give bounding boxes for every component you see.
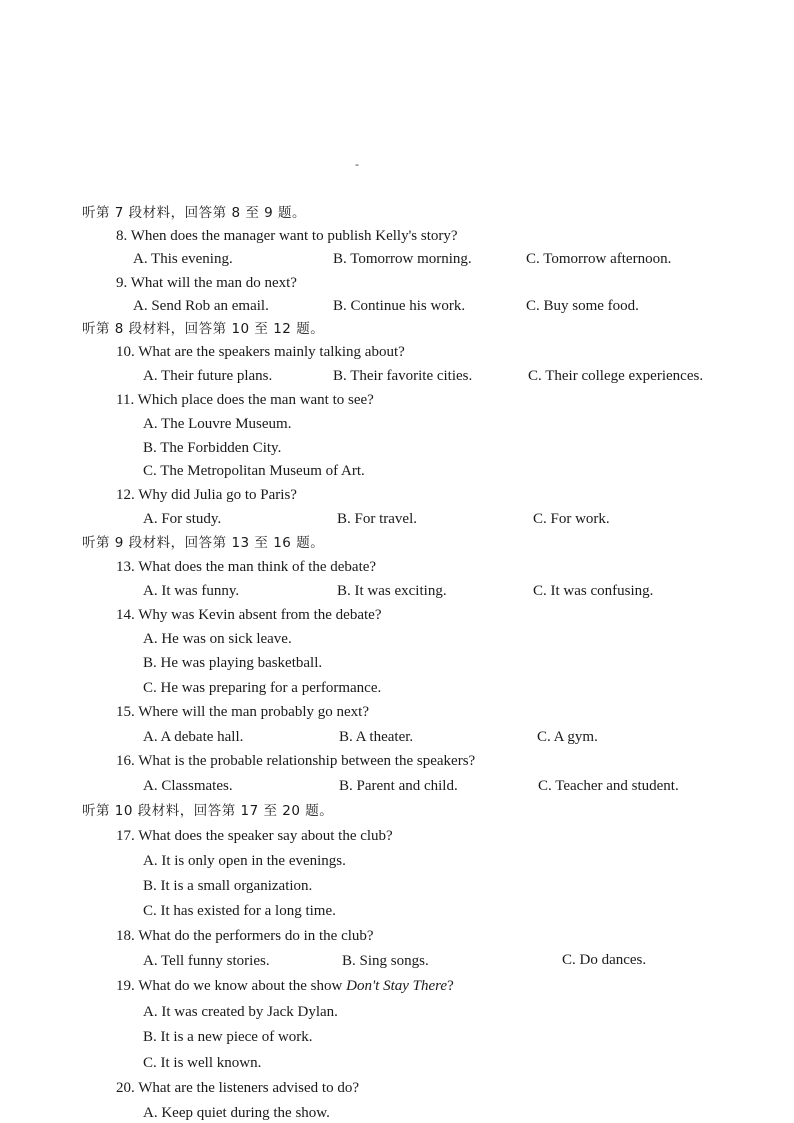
q19-option-a: A. It was created by Jack Dylan. [143,1004,338,1020]
section-header-10: 听第 10 段材料，回答第 17 至 20 题。 [82,803,334,819]
q8-option-c: C. Tomorrow afternoon. [526,251,672,267]
q14-option-c: C. He was preparing for a performance. [143,680,382,696]
q12-option-c: C. For work. [533,511,610,527]
q13-option-b: B. It was exciting. [337,583,447,599]
q9-option-c: C. Buy some food. [526,298,639,314]
show-title: Don't Stay There [346,978,448,994]
q9-option-a: A. Send Rob an email. [133,298,269,314]
q16-option-c: C. Teacher and student. [538,778,679,794]
q19-option-b: B. It is a new piece of work. [143,1029,313,1045]
q18-option-c: C. Do dances. [562,952,647,968]
question-10: 10. What are the speakers mainly talking about? [116,344,405,360]
question-14: 14. Why was Kevin absent from the debate? [116,607,382,623]
q18-option-a: A. Tell funny stories. [143,953,270,969]
section-header-7: 听第 7 段材料，回答第 8 至 9 题。 [82,205,307,221]
question-19 [116,976,454,996]
q10-option-b: B. Their favorite cities. [333,368,473,384]
question-12: 12. Why did Julia go to Paris? [116,487,297,503]
q19-option-c: C. It is well known. [143,1055,262,1071]
q11-option-c: C. The Metropolitan Museum of Art. [143,463,365,479]
q17-option-a: A. It is only open in the evenings. [143,853,346,869]
q11-option-b: B. The Forbidden City. [143,440,282,456]
q16-option-a: A. Classmates. [143,778,233,794]
question-20: 20. What are the listeners advised to do? [116,1080,359,1096]
q12-option-b: B. For travel. [337,511,417,527]
q16-option-b: B. Parent and child. [339,778,458,794]
q15-option-b: B. A theater. [339,729,414,745]
question-9: 9. What will the man do next? [116,275,297,291]
question-19-mark: ? [447,978,454,994]
question-16: 16. What is the probable relationship between the speakers? [116,753,476,769]
q9-option-b: B. Continue his work. [333,298,466,314]
section-header-9: 听第 9 段材料，回答第 13 至 16 题。 [82,535,325,551]
q17-option-b: B. It is a small organization. [143,878,313,894]
question-13: 13. What does the man think of the debate? [116,559,377,575]
question-19-text: 19. What do we know about the show [116,978,347,994]
q12-option-a: A. For study. [143,511,222,527]
q17-option-c: C. It has existed for a long time. [143,903,336,919]
q15-option-c: C. A gym. [537,729,598,745]
q11-option-a: A. The Louvre Museum. [143,416,292,432]
q14-option-b: B. He was playing basketball. [143,655,323,671]
page-mark: - [355,157,359,171]
q18-option-b: B. Sing songs. [342,953,429,969]
q10-option-a: A. Their future plans. [143,368,273,384]
question-15: 15. Where will the man probably go next? [116,704,369,720]
section-header-8: 听第 8 段材料，回答第 10 至 12 题。 [82,321,325,337]
question-18: 18. What do the performers do in the club? [116,928,374,944]
q14-option-a: A. He was on sick leave. [143,631,292,647]
q15-option-a: A. A debate hall. [143,729,244,745]
q20-option-a: A. Keep quiet during the show. [143,1105,330,1121]
question-17: 17. What does the speaker say about the club? [116,828,393,844]
q8-option-b: B. Tomorrow morning. [333,251,472,267]
q8-option-a: A. This evening. [133,251,233,267]
question-11: 11. Which place does the man want to see? [116,392,374,408]
q10-option-c: C. Their college experiences. [528,368,704,384]
q13-option-c: C. It was confusing. [533,583,654,599]
question-8: 8. When does the manager want to publish Kelly's story? [116,228,458,244]
q13-option-a: A. It was funny. [143,583,240,599]
